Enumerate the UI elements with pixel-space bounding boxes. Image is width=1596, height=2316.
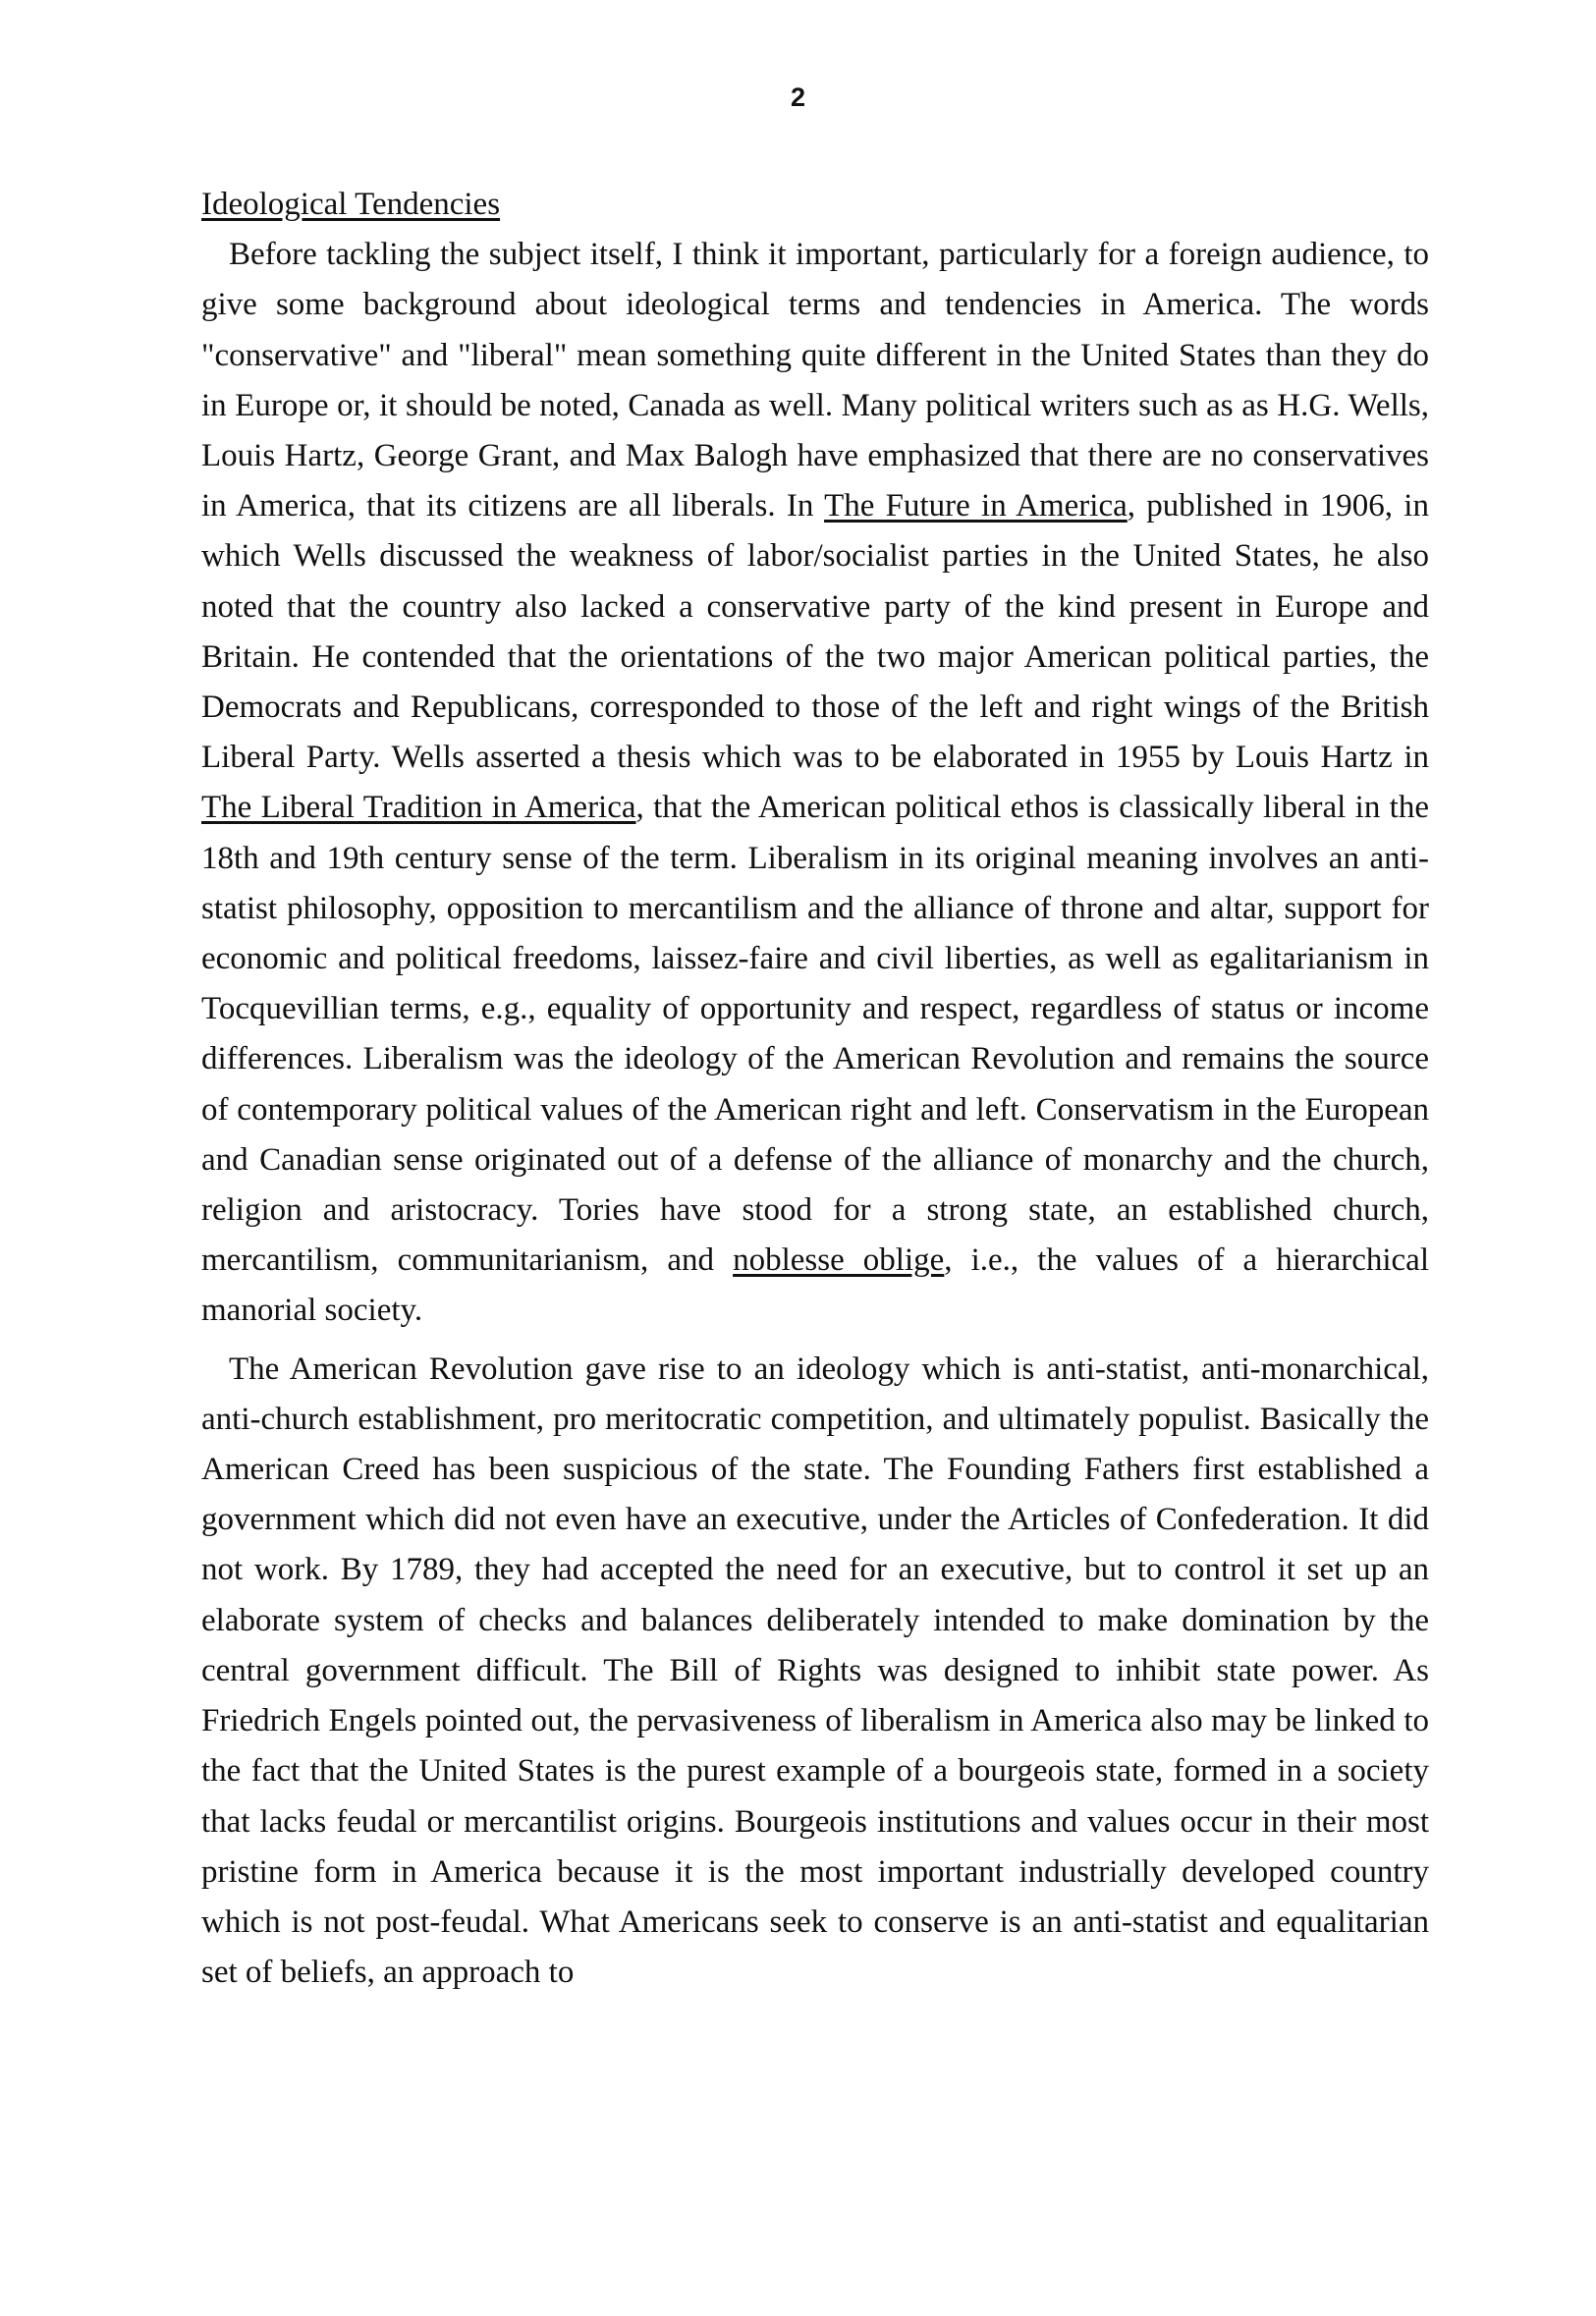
- book-title-liberal-tradition: The Liberal Tradition in America: [201, 790, 636, 826]
- paragraph-1-text-a: Before tackling the subject itself, I think it important, particularly for a foreign audience, to give some background about ideological terms and tendencies in America. The words "conservative" and "liberal" mean something quite different in the United States than they do in Europe or, it should be noted, Canada as well. Many political writers such as as H.G. Wells, Louis Hartz, George Grant, and Max Balogh have emphasized that there are no conservatives in America, that its citizens are all liberals. In: [201, 237, 1429, 524]
- paragraph-1-text-b: , published in 1906, in which Wells discussed the weakness of labor/socialist parties in the United States, he also noted that the country also lacked a conservative party of the kind present in Europe and Britain. He contended that the orientations of the two major American political parties, the Democrats and Republicans, corresponded to those of the left and right wings of the British Liberal Party. Wells asserted a thesis which was to be elaborated in 1955 by Louis Hartz in: [201, 488, 1429, 776]
- paragraph-2: The American Revolution gave rise to an ideology which is anti-statist, anti-monarchical, anti-church establishment, pro meritocratic competition, and ultimately populist. Basically the American Creed has been suspicious of the state. The Founding Fathers first established a government which did not even have an executive, under the Articles of Confederation. It did not work. By 1789, they had accepted the need for an executive, but to control it set up an elaborate system of checks and balances deliberately intended to make domination by the central government difficult. The Bill of Rights was designed to inhibit state power. As Friedrich Engels pointed out, the pervasiveness of liberalism in America also may be linked to the fact that the United States is the purest example of a bourgeois state, formed in a society that lacks feudal or mercantilist origins. Bourgeois institutions and values occur in their most pristine form in America because it is the most important industrially developed country which is not post-feudal. What Americans seek to conserve is an anti-statist and equalitarian set of beliefs, an approach to: [201, 1351, 1429, 1991]
- book-title-future-in-america: The Future in America: [824, 488, 1128, 524]
- document-body: [201, 180, 1429, 1998]
- section-heading: Ideological Tendencies: [201, 187, 501, 222]
- paragraph-1-text-d: , i.e., the values of a hierarchical manorial society.: [201, 1242, 1429, 1329]
- paragraph-1: [201, 230, 1429, 1336]
- paragraph-1-text-c: , that the American political ethos is classically liberal in the 18th and 19th century sense of the term. Liberalism in its original meaning involves an anti-statist philosophy, opposition to mercantilism and the alliance of throne and altar, support for economic and political freedoms, laissez-faire and civil liberties, as well as egalitarianism in Tocquevillian terms, e.g., equality of opportunity and respect, regardless of status or income differences. Liberalism was the ideology of the American Revolution and remains the source of contemporary political values of the American right and left. Conservatism in the European and Canadian sense originated out of a defense of the alliance of monarchy and the church, religion and aristocracy. Tories have stood for a strong state, an established church, mercantilism, communitarianism, and: [201, 790, 1429, 1279]
- term-noblesse-oblige: noblesse oblige: [733, 1242, 945, 1279]
- page-number: 2: [790, 83, 806, 112]
